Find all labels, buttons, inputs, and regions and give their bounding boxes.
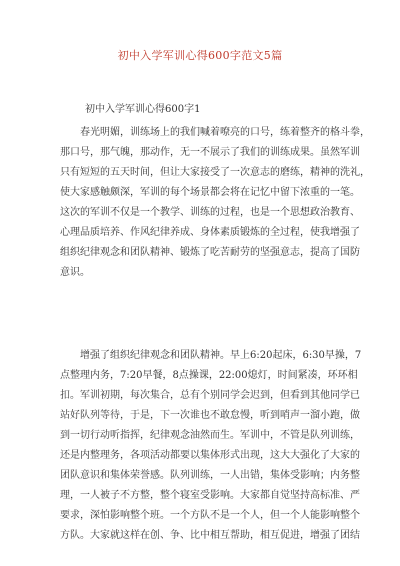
paragraph-line: 团队意识和集体荣誉感。队列训练，一人出错，集体受影响；内务整 [60, 470, 360, 481]
paragraph-line: 点整理内务，7:20早餐，8点操课，22:00熄灯，时间紧凑，环环相 [60, 370, 358, 381]
paragraph-line: 使大家感触颇深，军训的每个场景都会将在记忆中留下浓重的一笔。 [60, 187, 360, 198]
paragraph-line: 组织纪律观念和团队精神、锻炼了吃苦耐劳的坚强意志，提高了国防 [60, 247, 360, 258]
paragraph-line: 心理品质培养、作风纪律养成、身体素质锻炼的全过程，使我增强了 [60, 227, 360, 238]
paragraph-line: 增强了组织纪律观念和团队精神。早上6:20起床，6:30早操，7 [80, 350, 362, 361]
paragraph-line: 扣。军训初期，每次集合，总有个别同学会迟到，但看到其他同学已 [60, 390, 360, 401]
section-heading: 初中入学军训心得600字1 [85, 104, 201, 115]
paragraph-line: 站好队列等待，于是，下一次谁也不敢怠慢，听到哨声一溜小跑，做 [60, 410, 360, 421]
paragraph-line: 那口号，那气魄，那动作，无一不展示了我们的训练成果。虽然军训 [60, 147, 360, 158]
paragraph-line: 到一切行动听指挥，纪律观念油然而生。军训中，不管是队列训练， [60, 430, 360, 441]
paragraph-line: 要求，深怕影响整个班。一个方队不是一个人，但一个人能影响整个 [60, 510, 360, 521]
document-title: 初中入学军训心得600字范文5篇 [117, 49, 283, 62]
paragraph-line: 意识。 [60, 267, 90, 278]
paragraph-line: 这次的军训不仅是一个教学、训练的过程，也是一个思想政治教育、 [60, 207, 360, 218]
paragraph-line: 方队。大家就这样在创、争、比中相互帮助，相互促进，增强了团结 [60, 530, 360, 541]
paragraph-line: 春光明媚，训练场上的我们喊着嘹亮的口号，练着整齐的格斗拳， [80, 127, 370, 138]
paragraph-line: 还是内整理务，各项活动都要以集体形式出现，这大大强化了大家的 [60, 450, 360, 461]
paragraph-2 [60, 346, 362, 546]
paragraph-1 [60, 123, 370, 283]
paragraph-line: 只有短短的五天时间，但让大家接受了一次意志的磨练，精神的洗礼， [60, 167, 370, 178]
paragraph-line: 理，一人被子不方整，整个寝室受影响。大家都自觉坚持高标准、严 [60, 490, 360, 501]
